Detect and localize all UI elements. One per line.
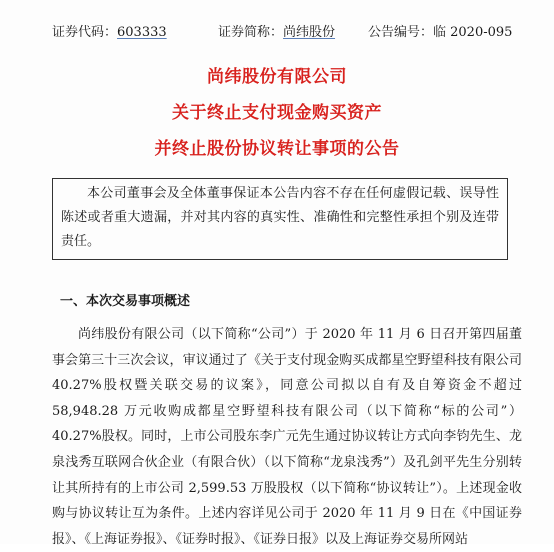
notice-number: 公告编号：临 2020-095 xyxy=(368,25,513,40)
announcement-title-line1: 关于终止支付现金购买资产 xyxy=(172,103,382,123)
stock-code xyxy=(52,22,167,44)
stock-code-link[interactable]: 603333 xyxy=(117,25,167,40)
announcement-header xyxy=(52,22,524,44)
stock-name xyxy=(218,22,335,44)
board-guarantee-notice: 本公司董事会及全体董事保证本公告内容不存在任何虚假记载、误导性陈述或者重大遗漏，并对其内容的真实性、准确性和完整性承担个别及连带责任。 xyxy=(52,178,508,260)
section-paragraph: 尚纬股份有限公司（以下简称“公司”）于 2020 年 11 月 6 日召开第四届董事会第三十三次会议，审议通过了《关于支付现金购买成都星空野望科技有限公司 40.27%股权暨关联交易的议案》，同意公司拟以自有及自筹资金不超过 58,948.28 万元收购成都星空野望科技有限公司（以下简称“标的公司”）40.27%股权。同时，上市公司股东李广元先生通过协议转让方式向李钧先生、龙泉浅秀互联网合伙企业（有限合伙）（以下简称“龙泉浅秀”）及孔剑平先生分别转让其所持有的上市公司 2,599.53 万股股权（以下简称“协议转让”）。上述现金收购与协议转让互为条件。上述内容详见公司于 2020 年 11 月 9 日在《中国证券报》、《上海证券报》、《证券时报》、《证券日报》以及上海证券交易所网站 xyxy=(52,327,522,547)
announcement-title-line2: 并终止股份协议转让事项的公告 xyxy=(154,139,400,159)
company-title: 尚纬股份有限公司 xyxy=(207,67,347,87)
stock-name-label: 证券简称： xyxy=(218,25,284,40)
stock-name-link[interactable]: 尚纬股份 xyxy=(283,25,336,40)
section-heading: 一、本次交易事项概述 xyxy=(60,294,191,309)
stock-code-label: 证券代码： xyxy=(52,25,118,40)
